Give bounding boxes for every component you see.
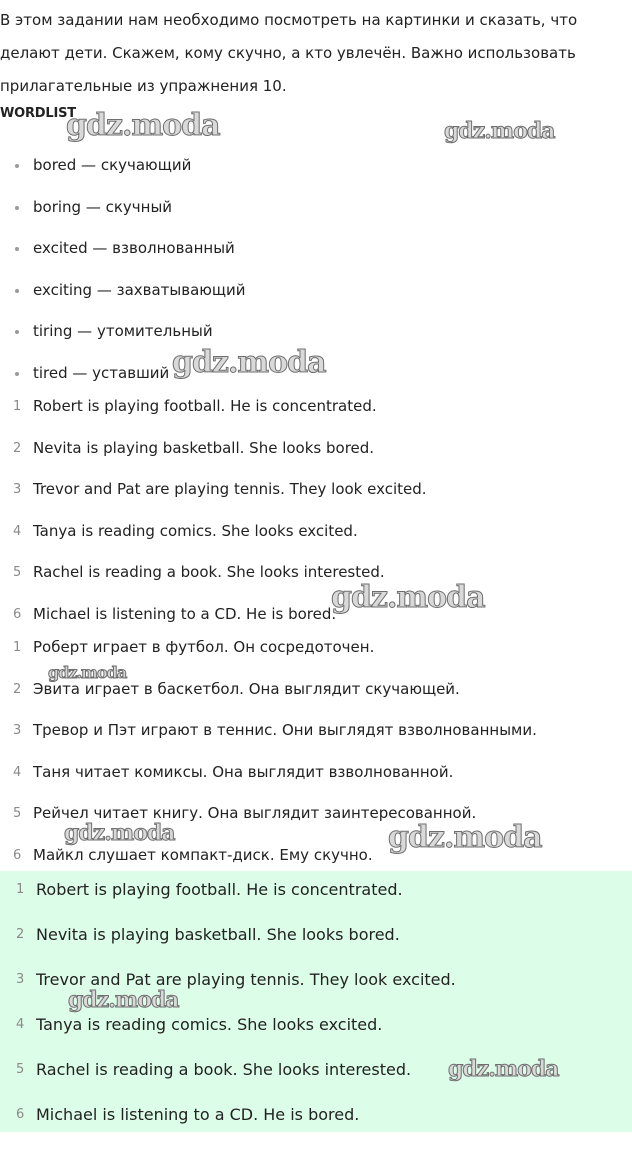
wordlist-item: tiring — утомительный xyxy=(0,311,600,353)
bullet-icon xyxy=(15,164,19,168)
answer-item: 6 Michael is listening to a CD. He is bored. xyxy=(16,1105,360,1124)
sentence-item: 1 Robert is playing football. He is concentrated. xyxy=(0,386,620,428)
watermark: gdz.moda xyxy=(48,663,127,682)
watermark: gdz.moda xyxy=(388,820,542,855)
sentence-item: 3 Тревор и Пэт играют в теннис. Они выглядят взволнованными. xyxy=(0,710,620,752)
bullet-icon xyxy=(15,206,19,210)
item-number: 3 xyxy=(13,482,22,498)
item-number: 2 xyxy=(13,440,22,456)
item-number: 4 xyxy=(13,764,22,780)
item-number: 4 xyxy=(13,523,22,539)
watermark: gdz.moda xyxy=(68,987,179,1013)
watermark: gdz.moda xyxy=(66,108,220,143)
sentence-item: 2 Эвита играет в баскетбол. Она выглядит скучающей. xyxy=(0,669,620,711)
item-number: 2 xyxy=(13,681,22,697)
bullet-icon xyxy=(15,289,19,293)
item-number: 1 xyxy=(16,882,25,897)
item-number: 5 xyxy=(13,806,22,822)
watermark: gdz.moda xyxy=(448,1056,559,1082)
answer-item: 4 Tanya is reading comics. She looks excited. xyxy=(16,1015,383,1034)
item-number: 6 xyxy=(13,606,22,622)
wordlist xyxy=(0,146,600,396)
intro-paragraph: В этом задании нам необходимо посмотреть на картинки и сказать, что делают дети. Скажем, кому скучно, а кто увлечён. Важно использовать прилагательные из упражнения 10. xyxy=(0,11,578,95)
sentence-item: 5 Рейчел читает книгу. Она выглядит заинтересованной. xyxy=(0,793,620,835)
wordlist-item: excited — взволнованный xyxy=(0,228,600,270)
item-number: 1 xyxy=(13,399,22,414)
bullet-icon xyxy=(15,247,19,251)
answer-item: 1 Robert is playing football. He is concentrated. xyxy=(16,880,403,899)
wordlist-item: bored — скучающий xyxy=(0,145,600,187)
english-sentence-list xyxy=(0,386,620,636)
sentence-item: 6 Майкл слушает компакт-диск. Ему скучно. xyxy=(0,835,620,877)
bullet-icon xyxy=(15,372,19,376)
answer-box xyxy=(0,871,632,1132)
sentence-item: 6 Michael is listening to a CD. He is bored. xyxy=(0,594,620,636)
sentence-item: 5 Rachel is reading a book. She looks interested. xyxy=(0,552,620,594)
answer-item: 3 Trevor and Pat are playing tennis. They look excited. xyxy=(16,970,456,989)
watermark: gdz.moda xyxy=(444,118,555,144)
sentence-item: 4 Таня читает комиксы. Она выглядит взволнованной. xyxy=(0,752,620,794)
item-number: 1 xyxy=(13,640,22,655)
item-number: 3 xyxy=(13,723,22,739)
bullet-icon xyxy=(15,330,19,334)
item-number: 3 xyxy=(16,972,25,987)
item-number: 6 xyxy=(13,847,22,863)
answer-item: 2 Nevita is playing basketball. She looks bored. xyxy=(16,925,400,944)
watermark: gdz.moda xyxy=(64,820,175,846)
item-number: 2 xyxy=(16,927,25,942)
wordlist-item: boring — скучный xyxy=(0,187,600,229)
answer-item: 5 Rachel is reading a book. She looks interested. xyxy=(16,1060,412,1079)
sentence-item: 2 Nevita is playing basketball. She looks bored. xyxy=(0,428,620,470)
wordlist-item: exciting — захватывающий xyxy=(0,270,600,312)
watermark: gdz.moda xyxy=(331,580,485,615)
sentence-item: 1 Роберт играет в футбол. Он сосредоточен. xyxy=(0,627,620,669)
russian-sentence-list xyxy=(0,627,620,877)
answer-sentence-list xyxy=(0,878,620,1148)
item-number: 4 xyxy=(16,1017,25,1032)
item-number: 6 xyxy=(16,1107,25,1122)
wordlist-title: WORDLIST xyxy=(0,106,76,121)
item-number: 5 xyxy=(16,1062,25,1077)
wordlist-item: tired — уставший xyxy=(0,353,600,395)
sentence-item: 4 Tanya is reading comics. She looks excited. xyxy=(0,511,620,553)
item-number: 5 xyxy=(13,565,22,581)
sentence-item: 3 Trevor and Pat are playing tennis. They look excited. xyxy=(0,469,620,511)
watermark: gdz.moda xyxy=(172,345,326,380)
